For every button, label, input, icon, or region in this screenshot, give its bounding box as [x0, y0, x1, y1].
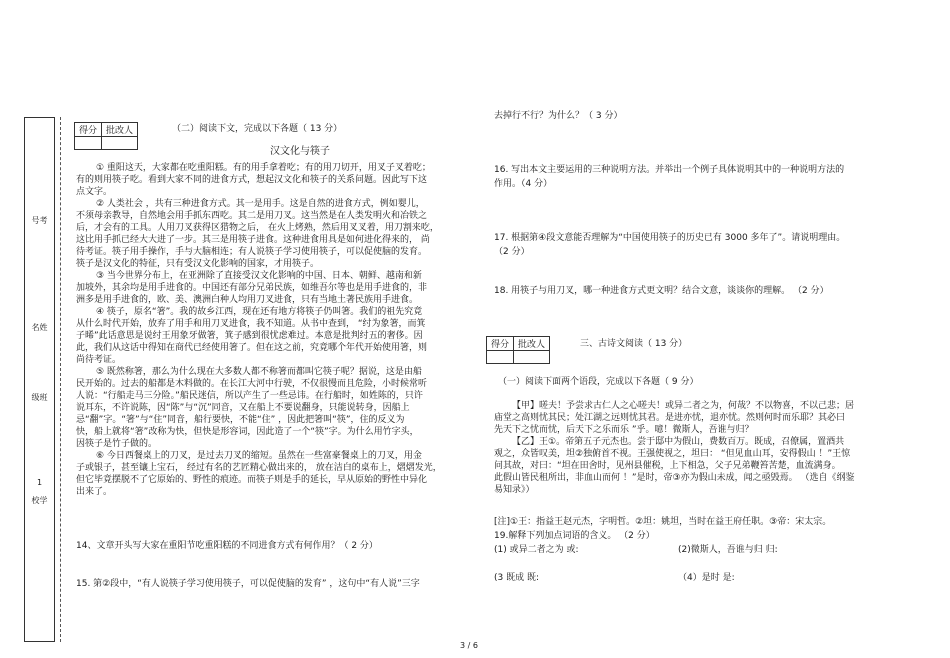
paragraph-line: 尚待考证。 — [76, 355, 122, 365]
annotation-note: [注]①王：指益王赵元杰，字明哲。②坦：姚坦，当时在益王府任职。③帝：宋太宗。 — [494, 517, 832, 527]
paragraph-line: ② 人类社会 ，共有三种进食方式。其一是用手。这是自然的进食方式，例如婴儿， — [96, 199, 425, 209]
passage-line: 易知录》） — [494, 485, 535, 495]
question-17-line1: 17. 根据第④段文意能否理解为“中国使用筷子的历史已有 3000 多年了”。请说明理由。 — [494, 233, 846, 243]
paragraph-line: 洲多是用手进食的，欧、美、澳洲白种人均用刀叉进食，只有当地土著民族用手进食。 — [76, 295, 419, 305]
question-19-item1: (1) 或异二者之为 或: — [494, 545, 579, 555]
score-cell[interactable] — [75, 137, 102, 150]
question-16-line2: 作用。（4 分） — [494, 179, 553, 189]
paragraph-line: 子或银子，甚至镶上宝石， 经过有名的艺匠精心做出来的， 放在洁白的桌布上，熠熠发光， — [76, 463, 442, 473]
paragraph-line: 说耳东，不许说陈，因“陈”与“沉”同音，又在船上不要说翻身，只能说转身，因船上 — [76, 403, 410, 413]
grader-cell[interactable] — [514, 351, 550, 364]
paragraph-line: 待考证。筷子用手操作，手与大脑相连；有人说筷子学习使用筷子，可以促使脑的发育。 — [76, 247, 428, 257]
score-header: 得分 — [487, 337, 514, 351]
paragraph-line: 人说：“行船走马三分险。”船民迷信，所以产生了一些忌讳。在行船时，如姓陈的，只许 — [76, 391, 423, 401]
question-19-item4: （4）是时 是: — [678, 573, 735, 583]
paragraph-line: 从什么时代开始，放弃了用手和用刀叉进食，我不知道。从书中查到， “纣为象箸，而箕 — [76, 319, 426, 329]
question-18: 18. 用筷子与用刀叉，哪一种进食方式更文明？结合文意，谈谈你的理解。 （2 分） — [494, 286, 829, 296]
paragraph-line: ⑤ 既然称箸，那么为什么现在大多数人都不称箸而都叫它筷子呢？据说，这是由船 — [96, 367, 422, 377]
passage-line: 观之，众皆叹美，坦②独俯首不视。王强使视之，坦曰： “但见血山耳，安得假山 ！”王惊 — [494, 449, 851, 459]
paragraph-line: 点文字。 — [76, 187, 113, 197]
binding-strip — [24, 117, 55, 642]
question-15-continued: 去掉行不行？为什么？（ 3 分） — [494, 111, 623, 121]
paragraph-line: 子晞”此话意思是说纣王用象牙做箸，箕子感到很忧虑难过。本意是批判纣五的奢侈。因 — [76, 331, 423, 341]
paragraph-line: 筷子是汉文化的特征，只有受汉文化影响的国家，才用筷子。 — [76, 259, 320, 269]
article-body — [76, 162, 442, 498]
paragraph-line: 出来了。 — [76, 487, 113, 497]
paragraph-line: 不须母亲教导，自然地会用手抓东西吃。其二是用刀叉。这当然是在人类发明火和冶铁之 — [76, 211, 428, 221]
grader-header: 批改人 — [514, 337, 550, 351]
passage-line: 此假山皆民租所出，非血山而何 ！”是时，帝③亦为假山未成，闻之亟毁焉。 （选自《纲鉴 — [494, 473, 855, 483]
paragraph-line: 但它毕竟摆脱不了它原始的、野性的痕迹。而筷子则是手的延长，早从原始的野性中异化 — [76, 475, 428, 485]
passage-line: 【乙】王①。帝第五子元杰也。尝于邸中为假山，费数百万。既成，召僚属，置酒共 — [512, 437, 845, 447]
paragraph-line: ④ 筷子，原名“箸”。我的故乡江西，现在还有地方将筷子仍叫箸。我们的祖先究竟 — [96, 307, 423, 317]
cut-line — [60, 117, 61, 642]
fold-mark: 1 — [36, 478, 43, 487]
question-15: 15. 第②段中，“有人说筷子学习使用筷子，可以促使脑的发育” ，这句中“有人说”三字 — [76, 579, 420, 589]
score-box-left — [74, 122, 138, 150]
name-label: 名姓 — [31, 323, 48, 332]
subsection-heading: （一）阅读下面两个语段，完成以下各题（ 9 分） — [498, 377, 699, 387]
question-19-item3: (3 既成 既: — [494, 573, 539, 583]
grader-header: 批改人 — [102, 123, 138, 137]
passage-line: 问其故，对曰：“坦在田舍时，见州县催税，上下相急，父子兄弟鞭笞苦楚，血流满身。 — [494, 461, 841, 471]
score-cell[interactable] — [487, 351, 514, 364]
passage-line: 【甲】嗟夫！予尝求古仁人之心嗟夫！或异二者之为，何哉？不以物喜，不以己悲；居 — [512, 401, 855, 411]
class-label: 级班 — [31, 393, 48, 402]
section-heading: （二）阅读下文，完成以下各题（ 13 分） — [172, 124, 343, 134]
question-19-item2: (2)微斯人，吾谁与归 归: — [678, 545, 778, 555]
section-3-heading: 三、古诗文阅读（ 13 分） — [580, 339, 688, 349]
passage-line: 先天下之忧而忧，后天下之乐而乐 ”乎。噫！微斯人，吾谁与归？ — [494, 425, 754, 435]
paragraph-line: 加坡外，其余均是用手进食的。中国还有部分兄弟民族，如维吾尔等也是用手进食的，非 — [76, 283, 428, 293]
grader-cell[interactable] — [102, 137, 138, 150]
page-number: 3 / 6 — [460, 641, 478, 650]
paragraph-line: 忌“翻”字。“箸”与“住”同音，船行要快，不能“住” ，因此把箸叫“筷”，住的反义为 — [76, 415, 405, 425]
paragraph-line: 此，我们从这话中得知在商代已经使用箸了。但在这之前，究竟哪个年代开始使用箸，则 — [76, 343, 428, 353]
paragraph-line: 后，才会有的工具。人用刀叉获得区猎物之后， 在火上烤熟，然后用叉叉着，用刀割来吃， — [76, 223, 439, 233]
paragraph-line: ⑥ 今日西餐桌上的刀叉，是过去刀叉的缩短。虽然在一些富豪餐桌上的刀叉，用金 — [96, 451, 422, 461]
paragraph-line: 因筷子是竹子做的。 — [76, 439, 158, 449]
paragraph-line: 快，船上就将“箸”改称为快，但快是形容词，因此造了一个“筷”字。为什么用竹字头， — [76, 427, 419, 437]
score-header: 得分 — [75, 123, 102, 137]
score-box-right — [486, 336, 550, 364]
article-title: 汉文化与筷子 — [270, 146, 330, 157]
paragraph-line: ③ 当今世界分布上，在亚洲除了直接受汉文化影响的中国、日本、朝鲜、越南和新 — [96, 271, 422, 281]
question-17-line2: （2 分） — [494, 247, 530, 257]
classical-passage — [494, 400, 854, 496]
question-19: 19.解释下列加点词语的含义。 （2 分） — [494, 531, 655, 541]
paragraph-line: 有的则用筷子吃。看到大家不同的进食方式，想起汉文化和筷子的关系问题。因此写下这 — [76, 175, 428, 185]
school-label: 校学 — [31, 496, 48, 505]
paragraph-line: ① 重阳这天，大家都在吃重阳糕。有的用手拿着吃；有的用刀切开，用叉子叉着吃； — [96, 163, 431, 173]
question-14: 14、文章开头写大家在重阳节吃重阳糕的不同进食方式有何作用？（ 2 分） — [76, 541, 378, 551]
passage-line: 庙堂之高则忧其民；处江湖之远则忧其君。是进亦忧，退亦忧。然则何时而乐耶？其必曰 — [494, 413, 846, 423]
exam-number-label: 号考 — [31, 216, 48, 225]
paragraph-line: 民开始的。过去的船都是木料做的。在长江大河中行驶，不仅很慢而且危险，小时候常听 — [76, 379, 428, 389]
paragraph-line: 这比用手抓已经大大进了一步。其三是用筷子进食。这种进食用具是如何进化得来的， 尚 — [76, 235, 430, 245]
question-16-line1: 16. 写出本文主要运用的三种说明方法。并举出一个例子具体说明其中的一种说明方法的 — [494, 165, 845, 175]
